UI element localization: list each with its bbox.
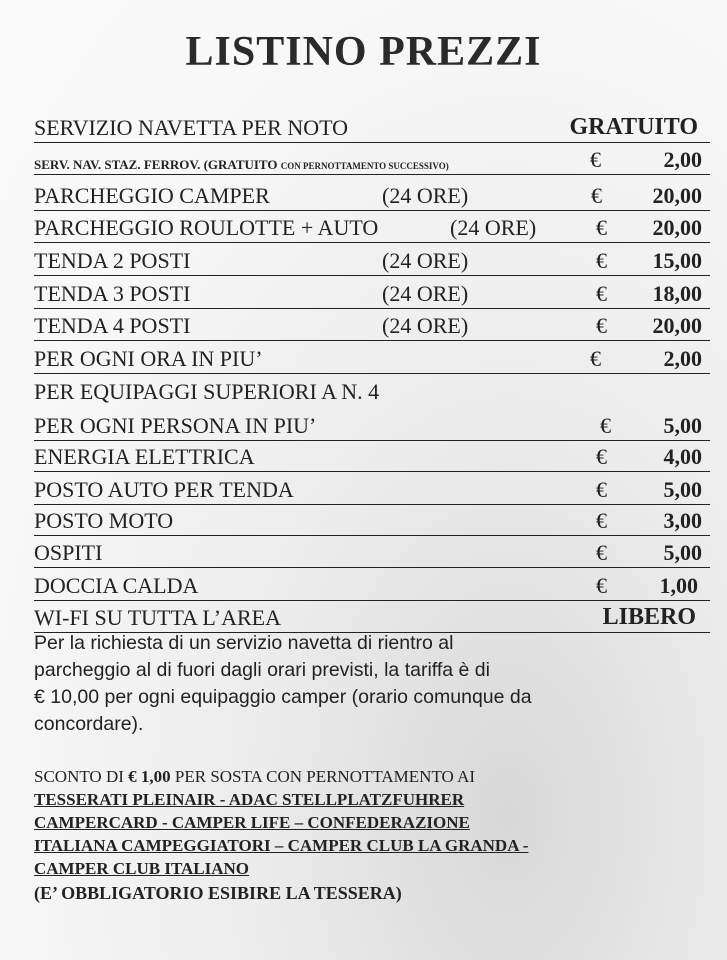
price-row-wifi (34, 602, 710, 633)
discount-line: CAMPERCARD - CAMPER LIFE – CONFEDERAZIONE (34, 813, 470, 832)
price-row-tenda-2 (34, 245, 710, 276)
row-currency: € (596, 313, 607, 338)
row-currency: € (596, 508, 607, 533)
price-row-energia (34, 441, 710, 472)
shuttle-note-line: Per la richiesta di un servizio navetta di rientro al (34, 632, 454, 654)
row-currency: € (596, 248, 607, 273)
discount-line: TESSERATI PLEINAIR - ADAC STELLPLATZFUHRER (34, 790, 465, 809)
row-duration: (24 ORE) (382, 183, 469, 208)
row-currency: € (590, 346, 601, 371)
row-price: 2,00 (663, 147, 702, 172)
row-price: 5,00 (663, 413, 702, 438)
row-currency: € (596, 215, 607, 240)
row-label: OSPITI (34, 540, 103, 565)
discount-block (34, 765, 714, 905)
row-price: LIBERO (602, 604, 696, 630)
row-price: 5,00 (663, 477, 702, 502)
row-currency: € (600, 413, 611, 438)
page-title: LISTINO PREZZI (185, 29, 542, 75)
price-row-doccia (34, 570, 710, 601)
row-price: 20,00 (652, 183, 702, 208)
price-row-posto-auto (34, 474, 710, 505)
row-duration: (24 ORE) (382, 313, 469, 338)
row-label: POSTO MOTO (34, 508, 174, 533)
row-label: PER OGNI PERSONA IN PIU’ (34, 413, 317, 438)
row-label: DOCCIA CALDA (34, 573, 199, 598)
row-price: 15,00 (652, 248, 702, 273)
row-duration: (24 ORE) (382, 248, 469, 273)
row-price: 3,00 (663, 508, 702, 533)
row-label: TENDA 4 POSTI (34, 313, 191, 338)
price-row-posto-moto (34, 505, 710, 536)
row-currency: € (596, 477, 607, 502)
discount-line: ITALIANA CAMPEGGIATORI – CAMPER CLUB LA GRANDA - (34, 836, 529, 855)
discount-line: (E’ OBBLIGATORIO ESIBIRE LA TESSERA) (34, 883, 402, 903)
row-label: SERV. NAV. STAZ. FERROV. (GRATUITO CON PERNOTTAMENTO SUCCESSIVO) (34, 157, 449, 172)
row-label: PER OGNI ORA IN PIU’ (34, 346, 263, 371)
price-row-ora-in-piu (34, 343, 710, 374)
row-label: POSTO AUTO PER TENDA (34, 477, 294, 502)
row-duration: (24 ORE) (382, 281, 469, 306)
row-currency: € (591, 183, 602, 208)
price-row-tenda-4 (34, 310, 710, 341)
price-row-parcheggio-roulotte (34, 212, 710, 243)
price-row-navetta-stazione (34, 146, 710, 175)
row-currency: € (596, 540, 607, 565)
price-row-equipaggi (34, 376, 710, 406)
discount-line: CAMPER CLUB ITALIANO (34, 859, 250, 878)
discount-line: SCONTO DI € 1,00 PER SOSTA CON PERNOTTAMENTO AI (34, 767, 476, 786)
price-row-persona-in-piu (34, 410, 710, 441)
row-duration: (24 ORE) (450, 215, 537, 240)
row-price: 2,00 (663, 346, 702, 371)
price-row-navetta-noto (34, 112, 710, 143)
row-label: SERVIZIO NAVETTA PER NOTO (34, 115, 349, 140)
row-price: 5,00 (663, 540, 702, 565)
price-row-parcheggio-camper (34, 180, 710, 211)
row-currency: € (590, 147, 601, 172)
shuttle-note-line: concordare). (34, 713, 144, 735)
row-currency: € (596, 281, 607, 306)
row-price: GRATUITO (569, 114, 698, 140)
row-price: 20,00 (652, 215, 702, 240)
row-price: 20,00 (652, 313, 702, 338)
row-label: ENERGIA ELETTRICA (34, 444, 255, 469)
row-label: WI-FI SU TUTTA L’AREA (34, 605, 281, 630)
discount-amount: € 1,00 (128, 767, 171, 786)
shuttle-note-line: parcheggio al di fuori dagli orari previsti, la tariffa è di (34, 659, 490, 681)
row-label: TENDA 3 POSTI (34, 281, 191, 306)
row-price: 4,00 (663, 444, 702, 469)
row-currency: € (596, 444, 607, 469)
price-row-tenda-3 (34, 278, 710, 309)
shuttle-note-line: € 10,00 per ogni equipaggio camper (orario comunque da (34, 686, 532, 708)
row-currency: € (596, 573, 607, 598)
row-note: CON PERNOTTAMENTO SUCCESSIVO) (280, 161, 449, 171)
row-price: 18,00 (652, 281, 702, 306)
row-label: PARCHEGGIO CAMPER (34, 183, 270, 208)
row-label: PARCHEGGIO ROULOTTE + AUTO (34, 215, 379, 240)
shuttle-note (34, 630, 694, 738)
row-label: PER EQUIPAGGI SUPERIORI A N. 4 (34, 379, 380, 404)
row-price: 1,00 (659, 573, 698, 598)
row-label: TENDA 2 POSTI (34, 248, 191, 273)
price-row-ospiti (34, 537, 710, 568)
